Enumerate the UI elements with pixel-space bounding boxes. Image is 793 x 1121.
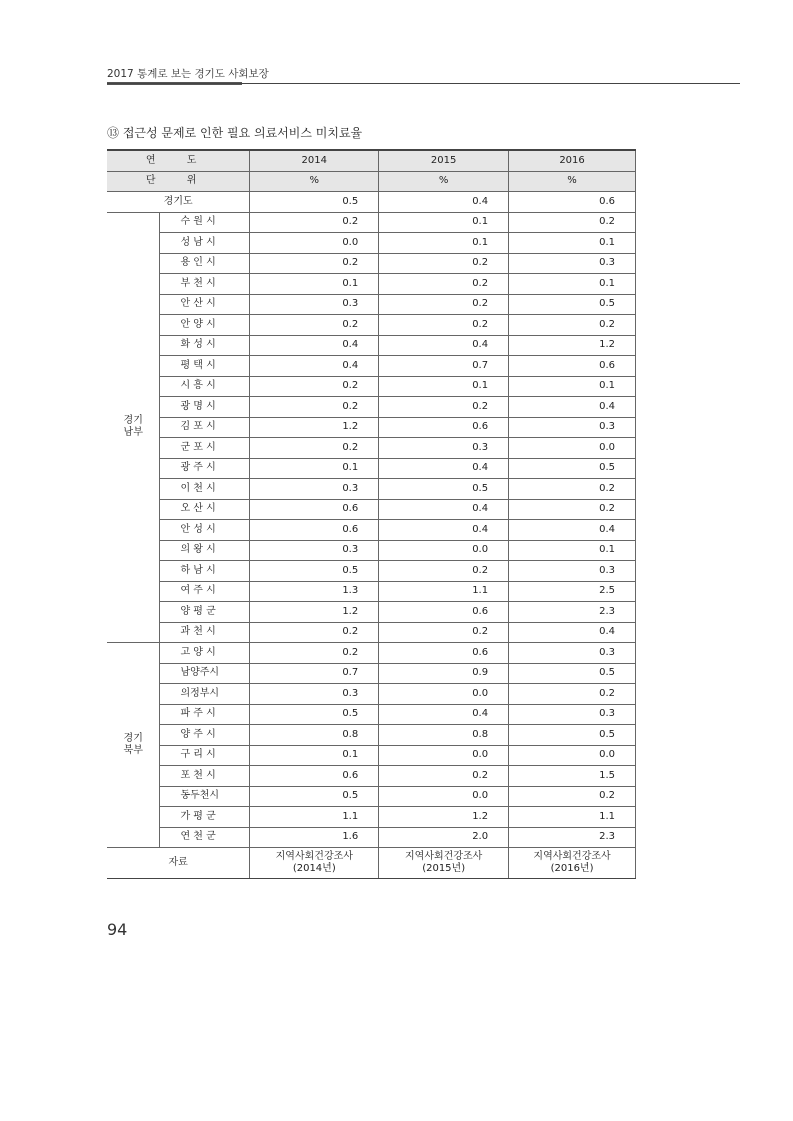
region-label: 경기 북부 xyxy=(107,643,160,848)
value-cell: 0.0 xyxy=(379,786,509,807)
value-cell: 0.2 xyxy=(509,479,636,500)
value-cell: 0.2 xyxy=(379,622,509,643)
city-name: 의 왕 시 xyxy=(160,540,250,561)
region-label: 경기 남부 xyxy=(107,212,160,643)
table-row xyxy=(107,294,636,315)
value-cell: 0.2 xyxy=(509,315,636,336)
city-name: 파 주 시 xyxy=(160,704,250,725)
table-row xyxy=(107,397,636,418)
value-cell: 0.4 xyxy=(379,499,509,520)
value-cell: 0.2 xyxy=(379,253,509,274)
value-cell: 0.1 xyxy=(379,233,509,254)
value-cell: 0.6 xyxy=(379,602,509,623)
value-cell: 1.1 xyxy=(509,807,636,828)
value-cell: 0.2 xyxy=(250,622,379,643)
value-cell: 0.7 xyxy=(250,663,379,684)
table-row xyxy=(107,499,636,520)
unit-header-cell: % xyxy=(509,171,636,192)
page-number: 94 xyxy=(107,920,128,939)
value-cell: 0.3 xyxy=(250,479,379,500)
value-cell: 0.4 xyxy=(509,397,636,418)
value-cell: 0.2 xyxy=(379,274,509,295)
city-name: 군 포 시 xyxy=(160,438,250,459)
value-cell: 0.5 xyxy=(250,561,379,582)
value-cell: 0.6 xyxy=(379,417,509,438)
city-name: 성 남 시 xyxy=(160,233,250,254)
value-cell: 0.7 xyxy=(379,356,509,377)
value-cell: 0.3 xyxy=(250,684,379,705)
value-cell: 0.9 xyxy=(379,663,509,684)
city-name: 김 포 시 xyxy=(160,417,250,438)
value-cell: 1.5 xyxy=(509,766,636,787)
city-name: 의정부시 xyxy=(160,684,250,705)
table-row xyxy=(107,766,636,787)
value-cell: 0.2 xyxy=(509,684,636,705)
value-cell: 2.3 xyxy=(509,827,636,848)
year-header-cell: 2014 xyxy=(250,150,379,171)
table-row xyxy=(107,704,636,725)
province-name: 경기도 xyxy=(107,192,250,213)
table-row xyxy=(107,458,636,479)
table-row xyxy=(107,438,636,459)
value-cell: 0.6 xyxy=(250,766,379,787)
value-cell: 0.6 xyxy=(379,643,509,664)
source-cell xyxy=(509,848,636,879)
value-cell: 2.3 xyxy=(509,602,636,623)
value-cell: 0.8 xyxy=(379,725,509,746)
value-cell: 1.3 xyxy=(250,581,379,602)
value-cell: 0.4 xyxy=(509,622,636,643)
value-cell: 0.2 xyxy=(379,397,509,418)
source-cell xyxy=(379,848,509,879)
source-label: 자료 xyxy=(107,848,250,879)
value-cell: 0.4 xyxy=(379,335,509,356)
city-name: 구 리 시 xyxy=(160,745,250,766)
value-cell: 0.6 xyxy=(250,499,379,520)
table-row xyxy=(107,335,636,356)
year-header-cell: 2016 xyxy=(509,150,636,171)
value-cell: 1.2 xyxy=(250,602,379,623)
value-cell: 0.1 xyxy=(509,233,636,254)
table-row xyxy=(107,684,636,705)
value-cell: 0.2 xyxy=(250,397,379,418)
city-name: 안 성 시 xyxy=(160,520,250,541)
value-cell: 0.4 xyxy=(250,335,379,356)
table-row xyxy=(107,233,636,254)
value-cell: 0.5 xyxy=(509,458,636,479)
city-name: 용 인 시 xyxy=(160,253,250,274)
value-cell: 0.4 xyxy=(379,458,509,479)
running-header: 2017 통계로 보는 경기도 사회보장 xyxy=(107,68,269,80)
year-header-row xyxy=(107,150,636,171)
value-cell: 0.2 xyxy=(509,499,636,520)
table-row xyxy=(107,417,636,438)
statistics-table xyxy=(107,149,636,879)
value-cell: 0.4 xyxy=(379,704,509,725)
value-cell: 0.3 xyxy=(509,253,636,274)
city-name: 평 택 시 xyxy=(160,356,250,377)
value-cell: 0.5 xyxy=(379,479,509,500)
value-cell: 0.2 xyxy=(250,376,379,397)
table-row xyxy=(107,827,636,848)
city-name: 가 평 군 xyxy=(160,807,250,828)
source-cell xyxy=(250,848,379,879)
table-row xyxy=(107,602,636,623)
value-cell: 0.2 xyxy=(379,766,509,787)
city-name: 연 천 군 xyxy=(160,827,250,848)
city-name: 안 산 시 xyxy=(160,294,250,315)
value-cell: 0.1 xyxy=(509,376,636,397)
city-name: 여 주 시 xyxy=(160,581,250,602)
value-cell: 0.4 xyxy=(379,192,509,213)
table-row xyxy=(107,807,636,828)
source-line: (2015년) xyxy=(422,863,466,874)
unit-header-cell: % xyxy=(250,171,379,192)
value-cell: 0.8 xyxy=(250,725,379,746)
value-cell: 0.0 xyxy=(509,438,636,459)
value-cell: 0.2 xyxy=(379,315,509,336)
table-row xyxy=(107,274,636,295)
source-line: 지역사회건강조사 xyxy=(405,850,483,862)
city-name: 수 원 시 xyxy=(160,212,250,233)
value-cell: 0.6 xyxy=(509,192,636,213)
value-cell: 0.2 xyxy=(509,786,636,807)
value-cell: 2.5 xyxy=(509,581,636,602)
table-row xyxy=(107,212,636,233)
value-cell: 0.0 xyxy=(379,540,509,561)
value-cell: 1.2 xyxy=(509,335,636,356)
city-name: 부 천 시 xyxy=(160,274,250,295)
city-name: 남양주시 xyxy=(160,663,250,684)
value-cell: 0.3 xyxy=(250,294,379,315)
value-cell: 1.2 xyxy=(379,807,509,828)
unit-header-cell: % xyxy=(379,171,509,192)
table-row xyxy=(107,356,636,377)
source-line: (2016년) xyxy=(550,863,594,874)
table-row xyxy=(107,315,636,336)
value-cell: 0.1 xyxy=(509,540,636,561)
city-name: 광 명 시 xyxy=(160,397,250,418)
city-name: 하 남 시 xyxy=(160,561,250,582)
value-cell: 0.0 xyxy=(379,745,509,766)
value-cell: 0.3 xyxy=(379,438,509,459)
value-cell: 0.1 xyxy=(250,458,379,479)
value-cell: 1.1 xyxy=(250,807,379,828)
value-cell: 0.4 xyxy=(379,520,509,541)
year-header-cell: 2015 xyxy=(379,150,509,171)
table-row xyxy=(107,561,636,582)
value-cell: 0.3 xyxy=(509,704,636,725)
value-cell: 0.1 xyxy=(509,274,636,295)
value-cell: 0.3 xyxy=(509,561,636,582)
city-name: 포 천 시 xyxy=(160,766,250,787)
value-cell: 0.6 xyxy=(509,356,636,377)
table-row xyxy=(107,253,636,274)
table-row xyxy=(107,786,636,807)
value-cell: 0.2 xyxy=(250,643,379,664)
value-cell: 0.1 xyxy=(379,212,509,233)
source-line: (2014년) xyxy=(292,863,336,874)
city-name: 오 산 시 xyxy=(160,499,250,520)
header-rule xyxy=(107,83,740,84)
value-cell: 0.3 xyxy=(509,417,636,438)
table-row xyxy=(107,540,636,561)
year-header-label: 연 도 xyxy=(107,150,250,171)
value-cell: 0.6 xyxy=(250,520,379,541)
province-row xyxy=(107,192,636,213)
value-cell: 0.0 xyxy=(379,684,509,705)
value-cell: 0.2 xyxy=(250,438,379,459)
table-row xyxy=(107,479,636,500)
value-cell: 1.6 xyxy=(250,827,379,848)
value-cell: 0.3 xyxy=(250,540,379,561)
table-row xyxy=(107,643,636,664)
value-cell: 0.2 xyxy=(379,294,509,315)
value-cell: 0.1 xyxy=(250,274,379,295)
value-cell: 2.0 xyxy=(379,827,509,848)
value-cell: 0.0 xyxy=(509,745,636,766)
value-cell: 0.5 xyxy=(509,725,636,746)
source-line: 지역사회건강조사 xyxy=(275,850,353,862)
value-cell: 0.5 xyxy=(509,294,636,315)
city-name: 안 양 시 xyxy=(160,315,250,336)
value-cell: 0.5 xyxy=(250,786,379,807)
city-name: 광 주 시 xyxy=(160,458,250,479)
table-row xyxy=(107,376,636,397)
value-cell: 0.1 xyxy=(379,376,509,397)
city-name: 동두천시 xyxy=(160,786,250,807)
value-cell: 0.0 xyxy=(250,233,379,254)
value-cell: 0.2 xyxy=(250,212,379,233)
table-row xyxy=(107,622,636,643)
value-cell: 0.2 xyxy=(250,315,379,336)
value-cell: 0.5 xyxy=(250,192,379,213)
value-cell: 0.4 xyxy=(509,520,636,541)
source-row xyxy=(107,848,636,879)
value-cell: 0.5 xyxy=(509,663,636,684)
value-cell: 0.2 xyxy=(379,561,509,582)
value-cell: 0.4 xyxy=(250,356,379,377)
value-cell: 0.2 xyxy=(250,253,379,274)
source-line: 지역사회건강조사 xyxy=(533,850,611,862)
value-cell: 0.3 xyxy=(509,643,636,664)
table-row xyxy=(107,581,636,602)
table-row xyxy=(107,520,636,541)
table-row xyxy=(107,725,636,746)
table-title: ⑬ 접근성 문제로 인한 필요 의료서비스 미치료율 xyxy=(107,126,363,140)
value-cell: 0.5 xyxy=(250,704,379,725)
table-row xyxy=(107,745,636,766)
unit-header-row xyxy=(107,171,636,192)
city-name: 이 천 시 xyxy=(160,479,250,500)
city-name: 화 성 시 xyxy=(160,335,250,356)
unit-header-label: 단 위 xyxy=(107,171,250,192)
value-cell: 1.1 xyxy=(379,581,509,602)
city-name: 시 흥 시 xyxy=(160,376,250,397)
city-name: 양 주 시 xyxy=(160,725,250,746)
table-row xyxy=(107,663,636,684)
city-name: 양 평 군 xyxy=(160,602,250,623)
city-name: 과 천 시 xyxy=(160,622,250,643)
value-cell: 0.1 xyxy=(250,745,379,766)
city-name: 고 양 시 xyxy=(160,643,250,664)
value-cell: 1.2 xyxy=(250,417,379,438)
value-cell: 0.2 xyxy=(509,212,636,233)
